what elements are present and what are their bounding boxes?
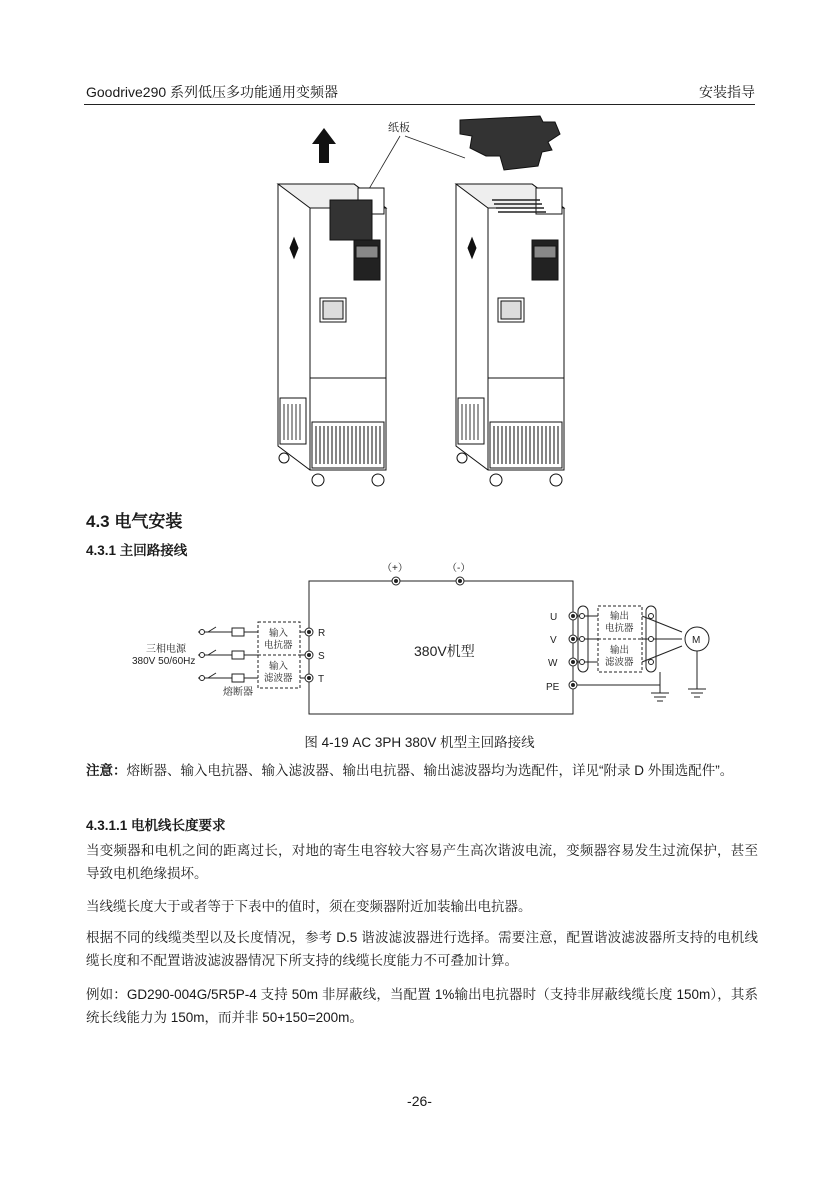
body-paragraph: 根据不同的线缆类型以及长度情况，参考 D.5 谐波滤波器进行选择。需要注意，配置谐波滤波器所支持的电机线缆长度和不配置谐波滤波器情况下所支持的线缆长度能力不可叠加计算。 (86, 930, 758, 968)
figure-caption: 图 4-19 AC 3PH 380V 机型主回路接线 (304, 735, 535, 750)
output-filter-label-1: 输出 (610, 645, 630, 656)
terminal-u: U (550, 612, 558, 623)
terminal-s: S (318, 651, 325, 662)
input-filter-label-2: 滤波器 (264, 673, 293, 684)
terminal-r: R (318, 628, 326, 639)
subsubsection-heading: 4.3.1.1 电机线长度要求 (86, 818, 226, 833)
body-paragraph: 当线缆长度大于或者等于下表中的值时，须在变频器附近加装输出电抗器。 (86, 899, 532, 914)
model-label: 380V机型 (414, 643, 475, 659)
cardboard-label: 纸板 (388, 122, 410, 134)
terminal-w: W (548, 658, 558, 669)
dc-minus-label: （-） (447, 563, 471, 574)
lift-arrow-icon (312, 128, 336, 163)
header-rule (84, 104, 755, 105)
terminal-pe: PE (546, 682, 560, 693)
output-filter-label-2: 滤波器 (605, 657, 634, 668)
dc-plus-label: （+） (382, 563, 408, 574)
input-reactor-label-1: 输入 (269, 628, 289, 639)
wiring-diagram (120, 556, 720, 720)
header-section: 安装指导 (699, 84, 755, 100)
terminal-t: T (318, 674, 325, 685)
note-label: 注意： (86, 763, 127, 778)
drive-right (456, 184, 564, 486)
header-title: Goodrive290 系列低压多功能通用变频器 (86, 84, 339, 100)
note-paragraph (86, 759, 758, 782)
supply-label-2: 380V 50/60Hz (132, 656, 196, 667)
fuse-label: 熔断器 (223, 687, 253, 698)
body-paragraph: 例如：GD290-004G/5R5P-4 支持 50m 非屏蔽线，当配置 1%输出电抗器时（支持非屏蔽线缆长度 150m），其系统长线能力为 150m，而并非 50+150=200m。 (86, 987, 758, 1025)
output-reactor-label-2: 电抗器 (605, 623, 634, 634)
note-text: 熔断器、输入电抗器、输入滤波器、输出电抗器、输出滤波器均为选配件，详见“附录 D 外围选配件”。 (126, 763, 734, 778)
supply-label-1: 三相电源 (146, 644, 186, 655)
input-filter-label-1: 输入 (269, 661, 289, 672)
page-number: -26- (407, 1093, 432, 1109)
drive-illustration (260, 108, 590, 500)
motor-label: M (692, 635, 701, 646)
subsection-heading: 4.3.1 主回路接线 (86, 543, 188, 558)
input-reactor-label-2: 电抗器 (264, 640, 293, 651)
body-paragraph: 当变频器和电机之间的距离过长，对地的寄生电容较大容易产生高次谐波电流，变频器容易发生过流保护，甚至导致电机绝缘损坏。 (86, 843, 758, 881)
output-reactor-label-1: 输出 (610, 611, 630, 622)
cardboard-sheet (460, 116, 560, 170)
terminal-v: V (550, 635, 557, 646)
section-heading: 4.3 电气安装 (86, 512, 183, 531)
drive-left (278, 184, 386, 486)
